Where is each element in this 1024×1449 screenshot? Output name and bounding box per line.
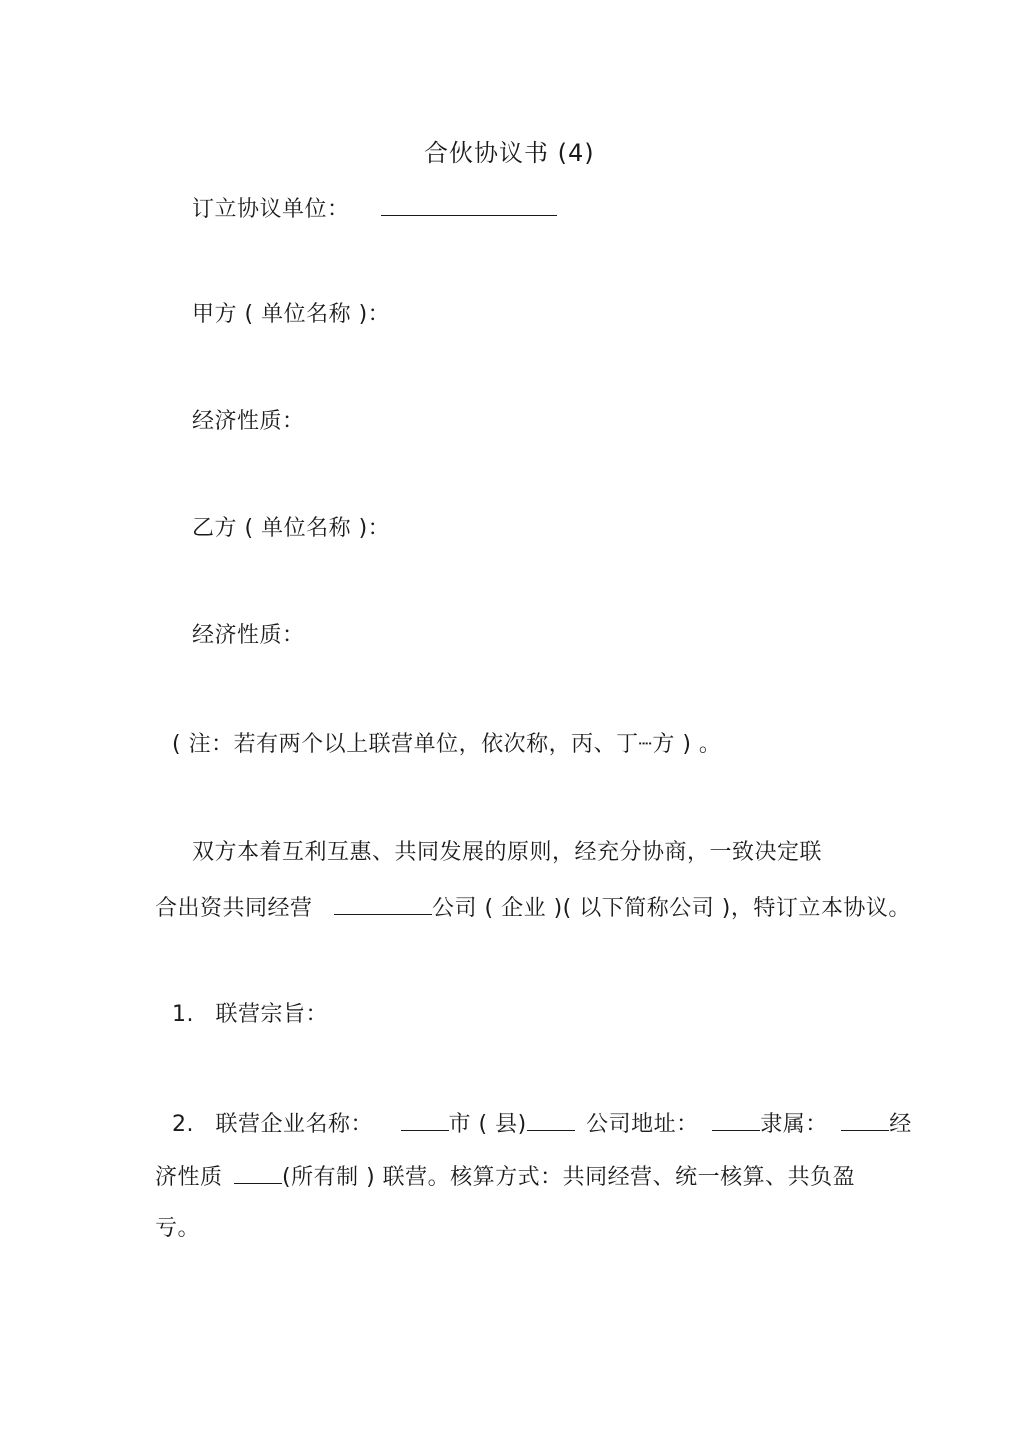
item-1-text: 联营宗旨：	[215, 1002, 329, 1027]
item-2-address-label: 公司地址：	[586, 1112, 699, 1137]
party-a-label: 甲方 ( 单位名称 )：	[192, 302, 391, 327]
item-2-line-1	[172, 1108, 912, 1140]
intro-line-2	[155, 892, 911, 924]
company-blank[interactable]	[527, 1108, 575, 1131]
address-blank[interactable]	[712, 1108, 760, 1131]
item-2-number: 2.	[172, 1112, 194, 1137]
item-2-affiliation-label: 隶属：	[760, 1112, 828, 1137]
item-2-line-3: 亏。	[155, 1216, 201, 1241]
party-b-nature-label: 经济性质：	[192, 623, 305, 648]
party-b-label: 乙方 ( 单位名称 )：	[192, 516, 391, 541]
city-blank[interactable]	[401, 1108, 449, 1131]
item-2-nature-label: 济性质	[155, 1165, 223, 1190]
intro-line-2-prefix: 合出资共同经营	[155, 896, 313, 921]
item-2-city-label: 市 ( 县)	[448, 1112, 527, 1137]
item-2-accounting: (所有制 ) 联营。核算方式：共同经营、统一核算、共负盈	[282, 1165, 856, 1190]
company-name-blank[interactable]	[334, 892, 432, 915]
item-2-nature-start: 经	[889, 1112, 912, 1137]
document-title: 合伙协议书 (4)	[424, 139, 595, 167]
party-a-nature-label: 经济性质：	[192, 409, 305, 434]
item-2-line-2	[155, 1161, 855, 1193]
signing-unit-line	[192, 193, 557, 225]
signing-unit-blank[interactable]	[381, 193, 557, 216]
intro-line-1: 双方本着互利互惠、共同发展的原则，经充分协商，一致决定联	[192, 840, 823, 865]
note-line: ( 注：若有两个以上联营单位，依次称，丙、丁┈方 ) 。	[172, 732, 722, 757]
intro-line-2-suffix: 公司 ( 企业 )( 以下简称公司 )，特订立本协议。	[432, 896, 911, 921]
item-1	[172, 1000, 328, 1030]
item-2-name-label: 联营企业名称：	[215, 1112, 374, 1137]
ownership-blank[interactable]	[234, 1161, 282, 1184]
affiliation-blank[interactable]	[841, 1108, 889, 1131]
signing-unit-label: 订立协议单位：	[192, 197, 350, 222]
item-1-number: 1.	[172, 1002, 194, 1027]
